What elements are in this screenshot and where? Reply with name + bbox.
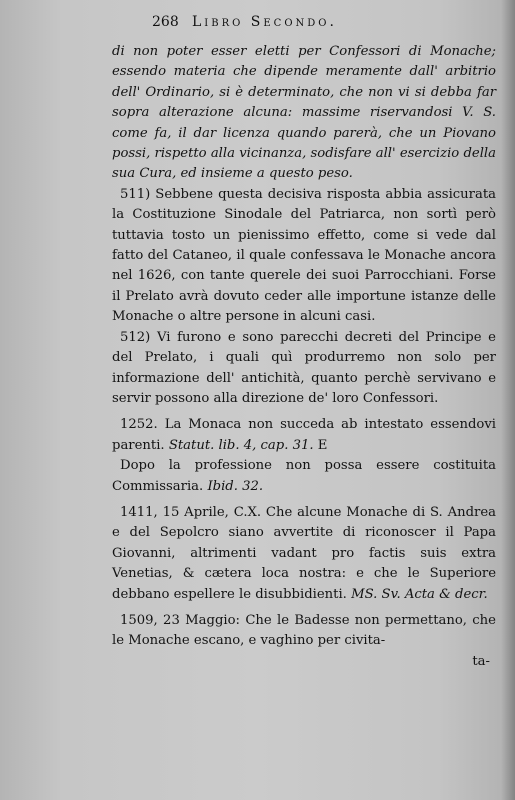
- entry-date: 1411, 15 Aprile, C.X.: [120, 504, 262, 520]
- entry-tail: E: [317, 437, 328, 453]
- entry-reference: Ibid. 32.: [207, 478, 264, 494]
- running-title: Libro Secondo.: [192, 14, 337, 30]
- decree-entry: [112, 503, 496, 605]
- catchword: ta-: [472, 653, 490, 669]
- entry-text: Dopo la professione non possa essere costituita Commissaria.: [112, 458, 496, 494]
- gutter-shadow: [501, 0, 515, 800]
- text-body: [112, 42, 496, 672]
- entry-reference: MS. Sv. Acta & decr.: [351, 586, 488, 602]
- entry-date: 1252.: [120, 417, 158, 433]
- decree-entry: [112, 611, 496, 652]
- entry-text: Che le Badesse non permettano, che le Monache escano, e vaghino per civita-: [112, 612, 496, 649]
- entry-reference: Statut. lib. 4, cap. 31.: [168, 437, 314, 453]
- entry-date: 1509, 23 Maggio:: [120, 612, 241, 628]
- entry-text: La Monaca non succeda ab intestato essendovi parenti.: [112, 417, 496, 453]
- continuation-paragraph: di non poter esser eletti per Confessori di Monache; essendo materia che dipende meramente dall' arbitrio dell' Ordinario, si è determinato, che non vi si debba far sopra alterazione alcuna: massime riservandosi V. S. come fa, il dar licenza quando parerà, che un Piovano possi, rispetto alla vicinanza, sodisfare all' esercizio della sua Cura, ed insieme a questo peso.: [112, 44, 496, 182]
- decree-entry: [112, 456, 496, 497]
- decree-entry: [112, 415, 496, 456]
- paragraph-511: 511) Sebbene questa decisiva risposta abbia assicurata la Costituzione Sinodale del Patriarca, non sortì però tuttavia tosto un pienissimo effetto, come si vede dal fatto del Cataneo, il quale confessava le Monache ancora nel 1626, con tante querele dei suoi Parrocchiani. Forse il Prelato avrà dovuto ceder alle importune istanze delle Monache o altre persone in alcuni casi.: [112, 186, 496, 325]
- page-header: [0, 14, 515, 36]
- entry-text: Che alcune Monache di S. Andrea e del Sepolcro siano avvertite di riconoscer il Papa Giovanni, altrimenti vadant pro factis suis extra Venetias, & cætera loca nostra: e che le Superiore debbano espellere le disubbidienti.: [112, 504, 496, 602]
- paragraph-512: 512) Vi furono e sono parecchi decreti del Principe e del Prelato, i quali quì produrremo non solo per informazione dell' antichità, quanto perchè servivano e servir possono alla direzione de' loro Confessori.: [112, 329, 496, 406]
- page-number: 268: [152, 14, 179, 30]
